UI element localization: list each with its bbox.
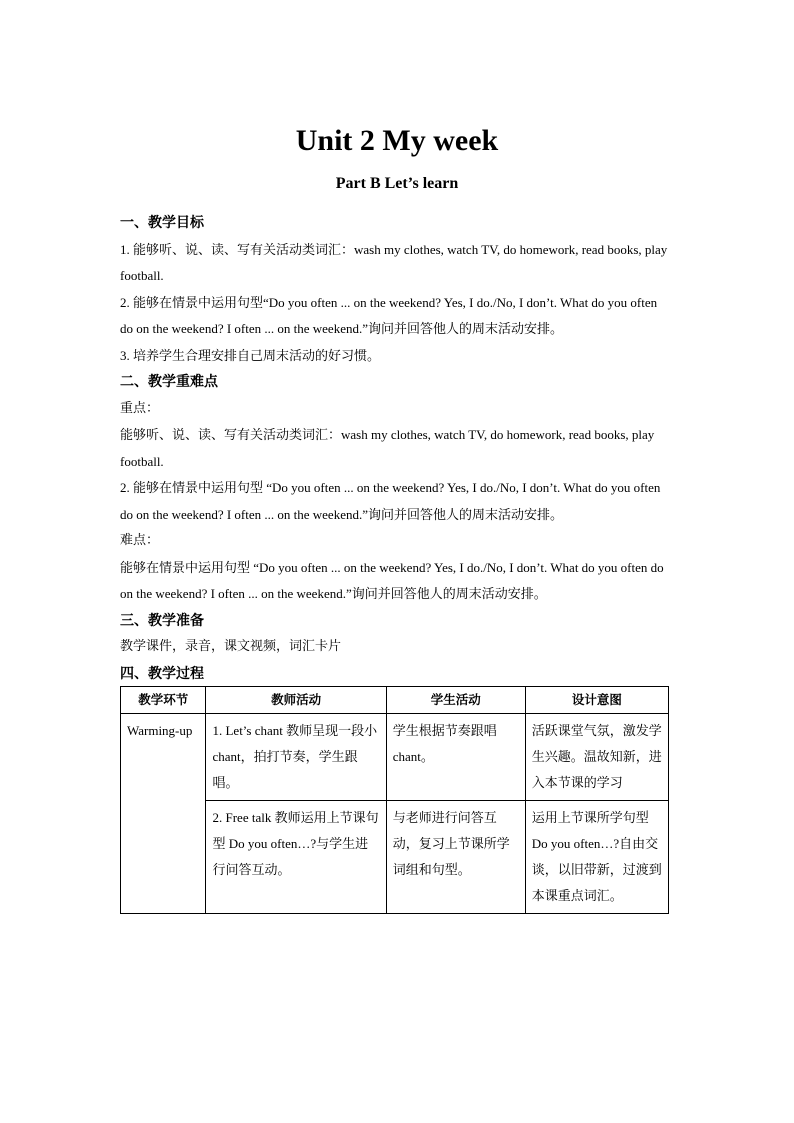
table-row [121,714,669,801]
stage-cell: Warming-up [121,714,206,914]
document-title: Unit 2 My week [295,124,499,157]
header-design-purpose: 设计意图 [525,687,668,714]
objective-item: 1. 能够听、说、读、写有关活动类词汇：wash my clothes, watch TV, do homework, read books, play football. [120,241,668,283]
objective-item: 2. 能够在情景中运用句型“Do you often ... on the weekend? Yes, I do./No, I don’t. What do you often do on the weekend? I often ... on the weekend.”询问并回答他人的周末活动安排。 [120,294,658,336]
design-purpose-cell: 运用上节课所学句型 Do you often…?自由交谈，以旧带新，过渡到本课重点词汇。 [525,801,668,914]
table-header-row [121,687,669,714]
document-body [120,210,672,687]
key-points-label: 重点： [120,400,160,416]
section-heading-objectives: 一、教学目标 [120,215,204,231]
section-heading-preparation: 三、教学准备 [120,612,204,629]
key-point-item: 能够听、说、读、写有关活动类词汇：wash my clothes, watch TV, do homework, read books, play football. [120,427,655,469]
key-point-item: 2. 能够在情景中运用句型 “Do you often ... on the weekend? Yes, I do./No, I don’t. What do you often do on the weekend? I often ... on the weekend.”询问并回答他人的周末活动安排。 [120,480,661,522]
document-subtitle: Part B Let’s learn [335,175,459,192]
difficult-point-item: 能够在情景中运用句型 “Do you often ... on the weekend? Yes, I do./No, I don’t. What do you often do on the weekend? I often ... on the weekend.”询问并回答他人的周末活动安排。 [120,559,664,601]
student-activity-cell: 学生根据节奏跟唱 chant。 [386,714,525,801]
header-teacher-activity: 教师活动 [206,687,386,714]
teacher-activity-cell: 1. Let’s chant 教师呈现一段小 chant，拍打节奏，学生跟唱。 [206,714,386,801]
preparation-text: 教学课件，录音，课文视频，词汇卡片 [120,639,342,654]
section-heading-process: 四、教学过程 [120,665,204,682]
header-student-activity: 学生活动 [386,687,525,714]
design-purpose-cell: 活跃课堂气氛，激发学生兴趣。温故知新，进入本节课的学习 [525,714,668,801]
teacher-activity-cell: 2. Free talk 教师运用上节课句型 Do you often…?与学生进行问答互动。 [206,801,386,914]
student-activity-cell: 与老师进行问答互动，复习上节课所学词组和句型。 [386,801,525,914]
objective-item: 3. 培养学生合理安排自己周末活动的好习惯。 [120,347,381,363]
section-heading-key-points: 二、教学重难点 [120,374,218,390]
header-stage: 教学环节 [121,687,206,714]
difficult-points-label: 难点： [120,533,160,548]
teaching-process-table [120,686,669,914]
